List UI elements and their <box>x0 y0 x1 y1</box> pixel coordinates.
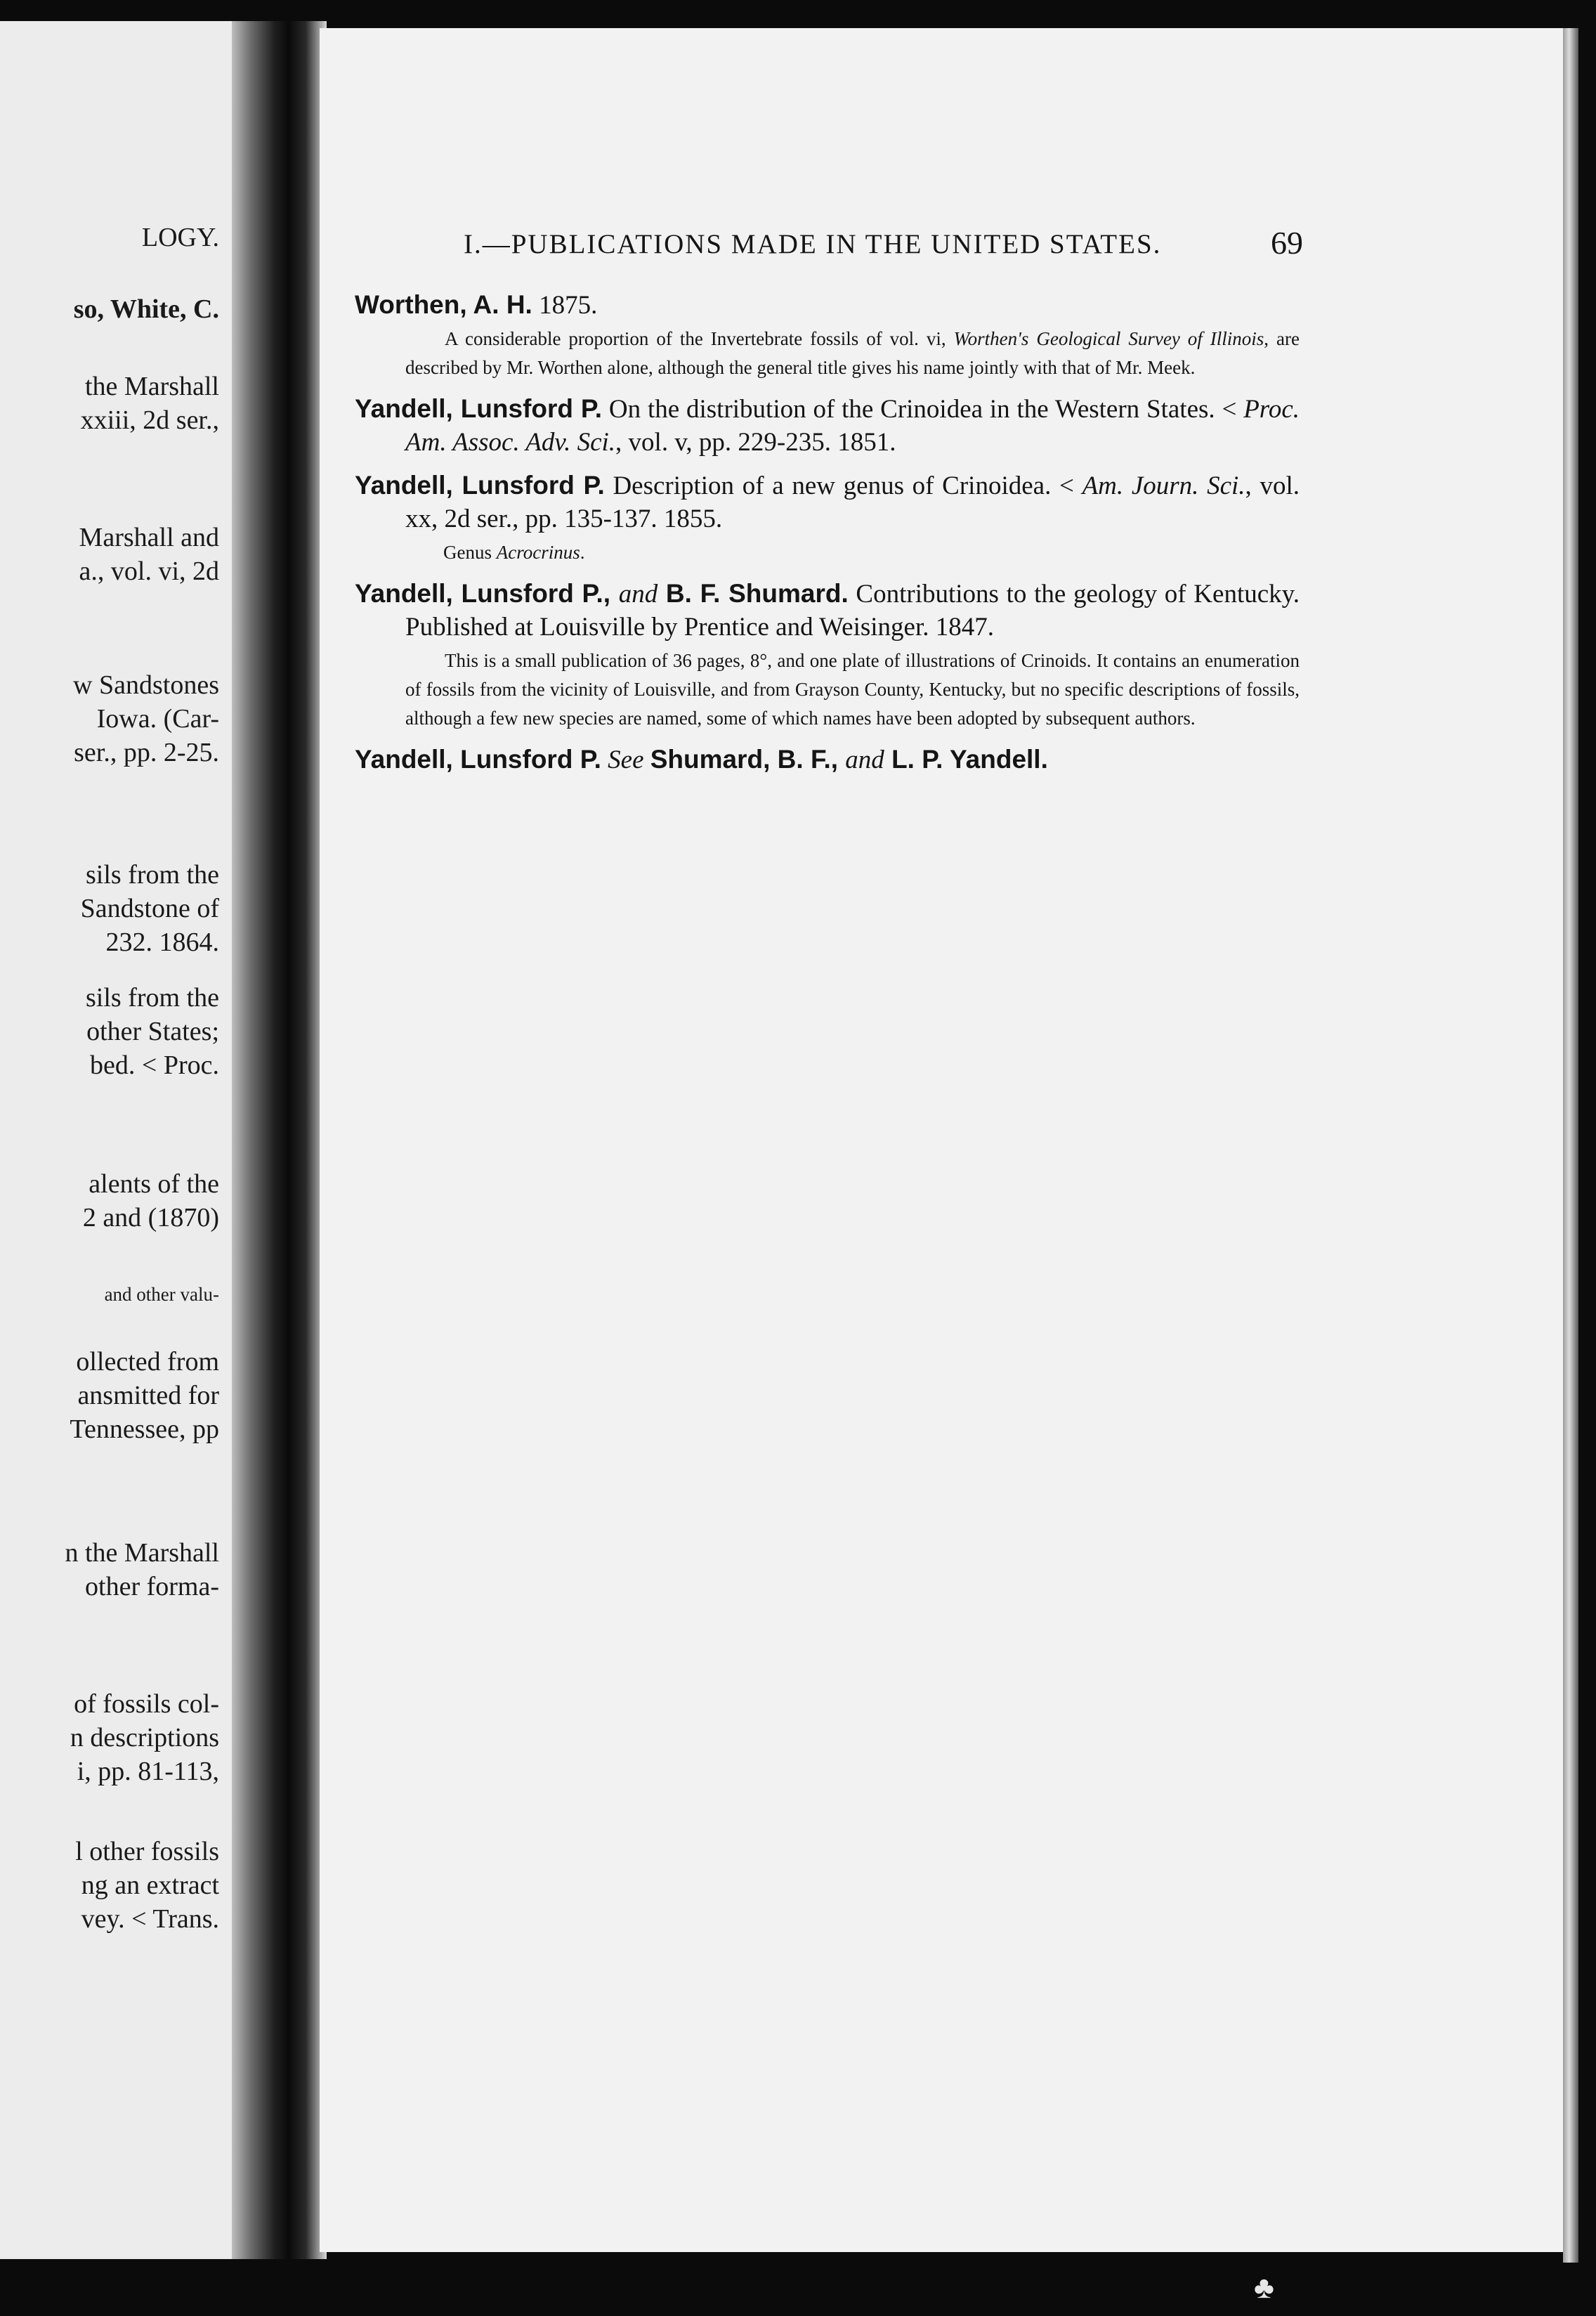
facing-page-line: n the Marshall <box>65 1538 219 1568</box>
facing-page-line: a., vol. vi, 2d <box>79 557 219 586</box>
facing-page-line: sils from the <box>86 860 219 890</box>
facing-page-line: other States; <box>86 1017 219 1046</box>
facing-page-line: so, White, C. <box>73 294 219 324</box>
entry-citation <box>355 392 1300 459</box>
facing-page-line: of fossils col- <box>74 1689 219 1719</box>
facing-page-line: ser., pp. 2-25. <box>74 738 219 767</box>
entry-author: Worthen, A. H. <box>355 290 532 319</box>
entry-author: Yandell, Lunsford P. <box>355 745 601 774</box>
facing-page-line: ansmitted for <box>77 1381 219 1410</box>
entry-note: Genus Acrocrinus. <box>443 542 585 563</box>
bibliography-list <box>355 288 1300 786</box>
entry-citation <box>355 288 1300 322</box>
running-head <box>464 225 1303 261</box>
scan-mark: ♣ <box>1254 2270 1274 2305</box>
facing-page <box>0 21 232 2259</box>
facing-page-line: the Marshall <box>84 372 219 401</box>
page-number: 69 <box>1271 225 1303 261</box>
book-gutter <box>232 21 327 2259</box>
facing-page-line: ollected from <box>76 1347 219 1377</box>
section-title: I.—PUBLICATIONS MADE IN THE UNITED STATES. <box>464 229 1162 259</box>
facing-page-line: xxiii, 2d ser., <box>80 405 219 435</box>
bibliography-entry <box>355 577 1300 733</box>
entry-citation <box>355 469 1300 535</box>
bibliography-entry <box>355 392 1300 459</box>
entry-details: Description of a new genus of Crinoidea. < Am. Journ. Sci., vol. xx, 2d ser., pp. 135-137. 1855. <box>405 471 1300 533</box>
entry-author: Yandell, Lunsford P., and B. F. Shumard. <box>355 579 849 609</box>
bibliography-entry <box>355 469 1300 567</box>
entry-details: Contributions to the geology of Kentucky. Published at Louisville by Prentice and Weisinger. 1847. <box>405 580 1300 642</box>
facing-page-line: 232. 1864. <box>105 928 219 957</box>
facing-page-line: 2 and (1870) <box>82 1203 219 1232</box>
facing-page-line: LOGY. <box>141 223 219 252</box>
entry-note: This is a small publication of 36 pages, 8°, and one plate of illustrations of Crinoids. It contains an enumeration of fossils from the vicinity of Louisville, and from Grayson County, Kentucky, but no specific descriptions of fossils, although a few new species are named, some of which names have been adopted by subsequent authors. <box>405 650 1300 729</box>
entry-citation <box>355 743 1300 776</box>
facing-page-line: vey. < Trans. <box>81 1904 219 1934</box>
entry-author: Yandell, Lunsford P. <box>355 394 603 423</box>
entry-details: See Shumard, B. F., and L. P. Yandell. <box>608 745 1048 774</box>
facing-page-line: n descriptions <box>70 1723 219 1752</box>
facing-page-line: bed. < Proc. <box>90 1050 219 1080</box>
facing-page-line: Tennessee, pp <box>70 1414 219 1444</box>
entry-details: On the distribution of the Crinoidea in the Western States. < Proc. Am. Assoc. Adv. Sci., vol. v, pp. 229-235. 1851. <box>405 395 1300 457</box>
facing-page-line: ng an extract <box>81 1871 219 1900</box>
page-edge <box>1563 28 1578 2263</box>
facing-page-line: alents of the <box>89 1169 219 1199</box>
entry-author: Yandell, Lunsford P. <box>355 471 605 500</box>
entry-note: A considerable proportion of the Invertebrate fossils of vol. vi, Worthen's Geological Survey of Illinois, are described by Mr. Worthen alone, although the general title gives his name jointly with that of Mr. Meek. <box>405 328 1300 378</box>
facing-page-line: Iowa. (Car- <box>96 704 219 734</box>
facing-page-line: w Sandstones <box>73 670 219 700</box>
bibliography-entry <box>355 743 1300 776</box>
facing-page-line: l other fossils <box>75 1837 219 1866</box>
bibliography-entry <box>355 288 1300 382</box>
facing-page-line: sils from the <box>86 983 219 1013</box>
facing-page-line: Marshall and <box>79 523 219 552</box>
facing-page-line: i, pp. 81-113, <box>77 1757 219 1786</box>
facing-page-line: and other valu- <box>104 1284 219 1305</box>
facing-page-line: Sandstone of <box>80 894 219 923</box>
entry-citation <box>355 577 1300 644</box>
facing-page-line: other forma- <box>85 1572 219 1601</box>
entry-details: 1875. <box>539 291 598 320</box>
